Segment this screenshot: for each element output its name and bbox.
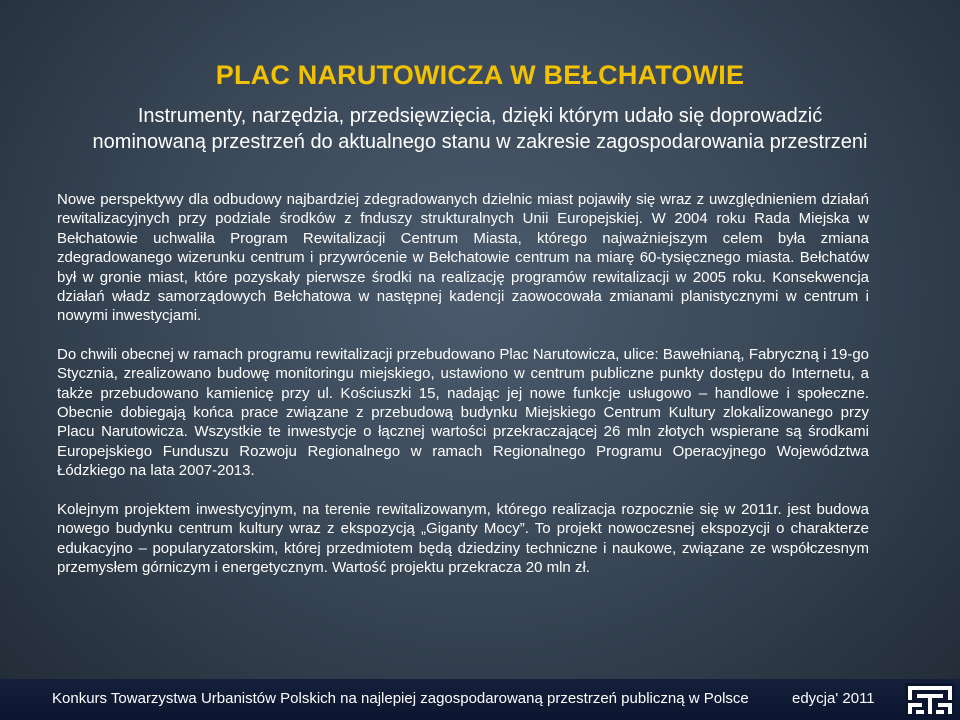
slide-title: PLAC NARUTOWICZA W BEŁCHATOWIE [215, 60, 745, 90]
body-text [57, 190, 869, 577]
slide-subtitle [20, 103, 940, 155]
footer-edition: edycja' 2011 [792, 690, 875, 707]
paragraph-next-project: Kolejnym projektem inwestycyjnym, na terenie rewitalizowanym, którego realizacja rozpocznie się w 2011r. jest budowa nowego budynku centrum kultury wraz z ekspozycją „Giganty Mocy”. To projekt nowoczesnej ekspozycji o charakterze edukacyjno – popularyzatorskim, której przedmiotem będą dziedziny techniczne i naukowe, związane ze współczesnym przemysłem górniczym i energetycznym. Wartość projektu przekracza 20 mln zł. [57, 500, 869, 576]
tup-logo-icon [905, 683, 955, 717]
footer-bar [0, 679, 960, 720]
subtitle-line: Instrumenty, narzędzia, przedsięwzięcia, dzięki którym udało się doprowadzić [137, 105, 823, 127]
subtitle-line: nominowaną przestrzeń do aktualnego stanu w zakresie zagospodarowania przestrzeni [92, 131, 868, 153]
paragraph-projects: Do chwili obecnej w ramach programu rewitalizacji przebudowano Plac Narutowicza, ulice: Bawełnianą, Fabryczną i 19-go Stycznia, zrealizowano budowę monitoringu miejskiego, ustawiono w centrum publiczne punkty dostępu do Internetu, a także przebudowano kamienicę przy ul. Kościuszki 15, nadając jej nowe funkcje usługowo – handlowe i społeczne. Obecnie dobiegają końca prace związane z przebudową budynku Miejskiego Centrum Kultury zlokalizowanego przy Placu Narutowicza. Wszystkie te inwestycje o łącznej wartości przekraczającej 26 mln złotych wspierane są środkami Europejskiego Funduszu Rozwoju Regionalnego w ramach Regionalnego Programu Operacyjnego Województwa Łódzkiego na lata 2007-2013. [57, 345, 869, 480]
footer-competition: Konkurs Towarzystwa Urbanistów Polskich na najlepiej zagospodarowaną przestrzeń publiczną w Polsce [52, 690, 749, 707]
paragraph-perspectives: Nowe perspektywy dla odbudowy najbardziej zdegradowanych dzielnic miast pojawiły się wraz z uwzględnieniem działań rewitalizacyjnych przy podziale środków z fnduszy strukturalnych Unii Europejskiej. W 2004 roku Rada Miejska w Bełchatowie uchwaliła Program Rewitalizacji Centrum Miasta, którego najważniejszym celem była zmiana zdegradowanego wizerunku centrum i przywrócenie w Bełchatowie centrum na miarę 60-tysięcznego miasta. Bełchatów był w gronie miast, które pozyskały pierwsze środki na realizację programów rewitalizacji w 2005 roku. Konsekwencja działań władz samorządowych Bełchatowa w następnej kadencji zaowocowała zmianami planistycznymi w centrum i nowymi inwestycjami. [57, 191, 869, 325]
